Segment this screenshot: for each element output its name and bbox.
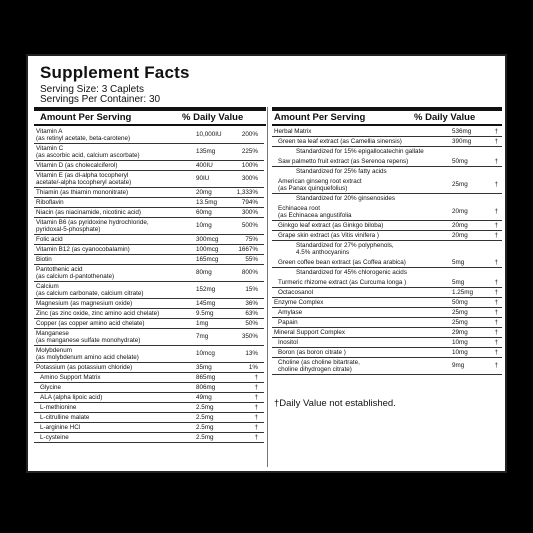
- nutrient-row: [272, 157, 502, 167]
- nutrient-amount: 29mg: [452, 329, 468, 336]
- nutrient-name: Papain: [278, 319, 298, 326]
- nutrient-name: Standardized for 25% fatty acids: [296, 168, 387, 175]
- nutrient-daily-value: 500%: [241, 222, 258, 229]
- nutrient-row: [272, 204, 502, 221]
- nutrient-daily-value: †: [254, 404, 258, 411]
- nutrient-name: Glycine: [40, 384, 61, 391]
- left-nutrient-list: [34, 127, 264, 467]
- nutrient-daily-value: 300%: [241, 209, 258, 216]
- nutrient-amount: 1.25mg: [452, 289, 474, 296]
- nutrient-row: [272, 338, 502, 348]
- nutrient-daily-value: †: [494, 158, 498, 165]
- nutrient-name: Green coffee bean extract (as Coffea arabica): [278, 259, 406, 266]
- nutrient-amount: 25mg: [452, 319, 468, 326]
- nutrient-amount: 100mcg: [196, 246, 219, 253]
- nutrient-row: [34, 329, 264, 346]
- nutrient-daily-value: 300%: [241, 175, 258, 182]
- nutrient-name-line2: (as Echinacea angustifolia: [278, 212, 352, 219]
- nutrient-amount: 390mg: [452, 138, 472, 145]
- nutrient-name: L-citrulline malate: [40, 414, 90, 421]
- nutrient-name-line2: (as calcium d-pantothenate): [36, 273, 115, 280]
- nutrient-amount: 25mg: [452, 181, 468, 188]
- nutrient-name: Riboflavin: [36, 199, 64, 206]
- panel-title: Supplement Facts: [40, 63, 190, 82]
- nutrient-amount: 152mg: [196, 286, 216, 293]
- nutrient-name: Enzyme Complex: [274, 299, 324, 306]
- nutrient-row: [34, 144, 264, 161]
- nutrient-row: [272, 167, 502, 176]
- servings-per-container: Servings Per Container: 30: [40, 94, 161, 105]
- nutrient-amount: 10mg: [452, 349, 468, 356]
- nutrient-name: Manganese: [36, 330, 69, 337]
- nutrient-daily-value: †: [494, 329, 498, 336]
- nutrient-daily-value: 350%: [241, 333, 258, 340]
- left-dv-header: % Daily Value: [182, 112, 244, 123]
- nutrient-daily-value: 50%: [245, 320, 258, 327]
- nutrient-name-line2: acetate/-alpha tocopheryl acetate): [36, 179, 132, 186]
- nutrient-row: [272, 268, 502, 277]
- nutrient-row: [272, 328, 502, 338]
- nutrient-daily-value: †: [254, 414, 258, 421]
- right-amount-header: Amount Per Serving: [274, 112, 366, 123]
- nutrient-row: [34, 198, 264, 208]
- nutrient-name-line2: (as manganese sulfate monohydrate): [36, 337, 141, 344]
- nutrient-daily-value: †: [254, 394, 258, 401]
- nutrient-amount: 90IU: [196, 175, 210, 182]
- nutrient-amount: 5mg: [452, 259, 465, 266]
- right-nutrient-list: [272, 127, 502, 387]
- nutrient-amount: 9mg: [452, 362, 465, 369]
- nutrient-row: [34, 373, 264, 383]
- nutrient-amount: 20mg: [452, 222, 468, 229]
- nutrient-name: Magnesium (as magnesium oxide): [36, 300, 133, 307]
- nutrient-amount: 10mg: [452, 339, 468, 346]
- nutrient-daily-value: 794%: [241, 199, 258, 206]
- nutrient-row: [34, 363, 264, 373]
- nutrient-daily-value: †: [494, 181, 498, 188]
- nutrient-row: [34, 403, 264, 413]
- nutrient-amount: 5mg: [452, 279, 465, 286]
- nutrient-amount: 806mg: [196, 384, 216, 391]
- nutrient-row: [272, 358, 502, 375]
- nutrient-name: Vitamin E (as dl-alpha tocopheryl: [36, 172, 129, 179]
- nutrient-amount: 25mg: [452, 309, 468, 316]
- nutrient-daily-value: 55%: [245, 256, 258, 263]
- nutrient-name: Copper (as copper amino acid chelate): [36, 320, 145, 327]
- nutrient-name: Biotin: [36, 256, 52, 263]
- nutrient-name: Ginkgo leaf extract (as Ginkgo biloba): [278, 222, 384, 229]
- nutrient-name: Calcium: [36, 283, 59, 290]
- nutrient-amount: 2.5mg: [196, 424, 214, 431]
- nutrient-amount: 20mg: [452, 208, 468, 215]
- nutrient-row: [272, 308, 502, 318]
- nutrient-daily-value: †: [494, 299, 498, 306]
- nutrient-row: [34, 171, 264, 188]
- nutrient-daily-value: 225%: [241, 148, 258, 155]
- nutrient-amount: 10mcg: [196, 350, 215, 357]
- nutrient-amount: 49mg: [196, 394, 212, 401]
- nutrient-daily-value: 75%: [245, 236, 258, 243]
- nutrient-name: Inositol: [278, 339, 298, 346]
- nutrient-name: Mineral Support Complex: [274, 329, 346, 336]
- nutrient-row: [272, 231, 502, 241]
- nutrient-name: Molybdenum: [36, 347, 73, 354]
- nutrient-name: Standardized for 45% chlorogenic acids: [296, 269, 407, 276]
- nutrient-daily-value: 1%: [248, 364, 258, 371]
- nutrient-row: [272, 177, 502, 194]
- nutrient-amount: 20mg: [196, 189, 212, 196]
- nutrient-name: Vitamin B6 (as pyridoxine hydrochloride,: [36, 219, 149, 226]
- right-thick-rule: [272, 107, 502, 111]
- nutrient-name: Herbal Matrix: [274, 128, 312, 135]
- nutrient-amount: 1mg: [196, 320, 209, 327]
- nutrient-name-line2: (as retinyl acetate, beta-carotene): [36, 135, 131, 142]
- nutrient-row: [272, 147, 502, 156]
- nutrient-daily-value: †: [494, 128, 498, 135]
- nutrient-amount: 165mcg: [196, 256, 219, 263]
- left-thick-rule: [34, 107, 266, 111]
- nutrient-name-line2: (as ascorbic acid, calcium ascorbate): [36, 152, 140, 159]
- nutrient-row: [34, 265, 264, 282]
- nutrient-amount: 865mg: [196, 374, 216, 381]
- nutrient-name: Green tea leaf extract (as Camellia sinensis): [278, 138, 402, 145]
- nutrient-daily-value: †: [254, 384, 258, 391]
- nutrient-daily-value: 800%: [241, 269, 258, 276]
- nutrient-amount: 50mg: [452, 158, 468, 165]
- nutrient-row: [34, 208, 264, 218]
- nutrient-amount: 145mg: [196, 300, 216, 307]
- nutrient-row: [34, 319, 264, 329]
- nutrient-daily-value: †: [494, 208, 498, 215]
- nutrient-row: [34, 127, 264, 144]
- nutrient-name: L-methionine: [40, 404, 77, 411]
- nutrient-name: Vitamin C: [36, 145, 64, 152]
- nutrient-name: Folic acid: [36, 236, 63, 243]
- nutrient-name-line2: pyridoxal-5-phosphate): [36, 226, 101, 233]
- nutrient-amount: 50mg: [452, 299, 468, 306]
- nutrient-name: Amylase: [278, 309, 303, 316]
- nutrient-name: Vitamin B12 (as cyanocobalamin): [36, 246, 130, 253]
- nutrient-row: [34, 282, 264, 299]
- nutrient-amount: 536mg: [452, 128, 472, 135]
- nutrient-name: Boron (as boron citrate ): [278, 349, 346, 356]
- supplement-facts-panel: [26, 54, 507, 473]
- nutrient-name: Thiamin (as thiamin mononitrate): [36, 189, 129, 196]
- nutrient-row: [34, 255, 264, 265]
- nutrient-row: [34, 245, 264, 255]
- nutrient-name: Vitamin A: [36, 128, 63, 135]
- nutrient-daily-value: †: [254, 374, 258, 381]
- nutrient-daily-value: 36%: [245, 300, 258, 307]
- nutrient-daily-value: 63%: [245, 310, 258, 317]
- nutrient-amount: 20mg: [452, 232, 468, 239]
- nutrient-row: [272, 258, 502, 268]
- nutrient-name: Octacosanol: [278, 289, 314, 296]
- nutrient-amount: 2.5mg: [196, 414, 214, 421]
- nutrient-amount: 300mcg: [196, 236, 219, 243]
- nutrient-daily-value: †: [494, 232, 498, 239]
- nutrient-amount: 35mg: [196, 364, 212, 371]
- nutrient-amount: 2.5mg: [196, 404, 214, 411]
- nutrient-row: [272, 137, 502, 147]
- nutrient-name-line2: 4.5% anthocyanins: [296, 249, 350, 256]
- nutrient-daily-value: †: [494, 319, 498, 326]
- nutrient-amount: 80mg: [196, 269, 212, 276]
- footnote: †Daily Value not established.: [274, 398, 396, 409]
- nutrient-daily-value: 200%: [241, 131, 258, 138]
- nutrient-daily-value: †: [494, 222, 498, 229]
- serving-size: Serving Size: 3 Caplets: [40, 84, 144, 95]
- nutrient-name: Pantothenic acid: [36, 266, 83, 273]
- nutrient-amount: 7mg: [196, 333, 209, 340]
- nutrient-daily-value: †: [494, 349, 498, 356]
- nutrient-name: Grape skin extract (as Vitis vinifera ): [278, 232, 380, 239]
- nutrient-row: [34, 433, 264, 443]
- nutrient-name: Standardized for 27% polyphenols,: [296, 242, 394, 249]
- nutrient-row: [272, 221, 502, 231]
- nutrient-row: [34, 161, 264, 171]
- nutrient-row: [272, 348, 502, 358]
- nutrient-row: [34, 383, 264, 393]
- left-header-rule: [34, 124, 266, 126]
- nutrient-name: Standardized for 15% epigallocatechin gallate: [296, 148, 424, 155]
- nutrient-name: Standardized for 20% ginsenosides: [296, 195, 396, 202]
- left-amount-header: Amount Per Serving: [40, 112, 132, 123]
- nutrient-name: Zinc (as zinc oxide, zinc amino acid chelate): [36, 310, 160, 317]
- nutrient-amount: 2.5mg: [196, 434, 214, 441]
- nutrient-daily-value: †: [254, 434, 258, 441]
- nutrient-name: L-arginine HCl: [40, 424, 81, 431]
- nutrient-row: [34, 309, 264, 319]
- nutrient-name-line2: (as Panax quinquefolius): [278, 185, 348, 192]
- nutrient-amount: 400IU: [196, 162, 213, 169]
- nutrient-name: Turmeric rhizome extract (as Curcuma longa ): [278, 279, 407, 286]
- nutrient-daily-value: †: [494, 279, 498, 286]
- nutrient-row: [34, 235, 264, 245]
- nutrient-name: Echinacea root: [278, 205, 321, 212]
- nutrient-daily-value: †: [494, 339, 498, 346]
- nutrient-row: [34, 413, 264, 423]
- nutrient-name: L-cysteine: [40, 434, 69, 441]
- nutrient-row: [34, 188, 264, 198]
- nutrient-row: [34, 299, 264, 309]
- nutrient-daily-value: †: [494, 309, 498, 316]
- nutrient-amount: 135mg: [196, 148, 216, 155]
- nutrient-daily-value: 1,333%: [236, 189, 258, 196]
- nutrient-amount: 10,000IU: [196, 131, 222, 138]
- nutrient-daily-value: †: [494, 362, 498, 369]
- nutrient-name: Potassium (as potassium chloride): [36, 364, 133, 371]
- right-dv-header: % Daily Value: [414, 112, 476, 123]
- nutrient-name: Choline (as choline bitartrate,: [278, 359, 360, 366]
- nutrient-name: Vitamin D (as cholecalciferol): [36, 162, 118, 169]
- nutrient-amount: 9.5mg: [196, 310, 214, 317]
- nutrient-row: [272, 241, 502, 257]
- nutrient-amount: 13.5mg: [196, 199, 218, 206]
- nutrient-name: Niacin (as niacinamide, nicotinic acid): [36, 209, 141, 216]
- nutrient-name-line2: (as molybdenum amino acid chelate): [36, 354, 139, 361]
- nutrient-name: Saw palmetto fruit extract (as Serenoa repens): [278, 158, 409, 165]
- nutrient-daily-value: †: [494, 259, 498, 266]
- nutrient-row: [34, 218, 264, 235]
- nutrient-row: [34, 346, 264, 363]
- nutrient-row: [272, 127, 502, 137]
- nutrient-row: [272, 298, 502, 308]
- nutrient-daily-value: 13%: [245, 350, 258, 357]
- nutrient-row: [272, 288, 502, 298]
- column-divider: [267, 107, 268, 467]
- nutrient-name-line2: (as calcium carbonate, calcium citrate): [36, 290, 144, 297]
- nutrient-name: American ginseng root extract: [278, 178, 362, 185]
- nutrient-daily-value: 15%: [245, 286, 258, 293]
- nutrient-name: ALA (alpha lipoic acid): [40, 394, 103, 401]
- right-header-rule: [272, 124, 502, 126]
- nutrient-row: [34, 423, 264, 433]
- nutrient-daily-value: †: [494, 289, 498, 296]
- nutrient-row: [34, 393, 264, 403]
- nutrient-daily-value: 1667%: [238, 246, 258, 253]
- nutrient-amount: 10mg: [196, 222, 212, 229]
- nutrient-daily-value: †: [254, 424, 258, 431]
- nutrient-row: [272, 194, 502, 203]
- nutrient-name-line2: choline dihydrogen citrate): [278, 366, 352, 373]
- nutrient-amount: 60mg: [196, 209, 212, 216]
- nutrient-row: [272, 318, 502, 328]
- nutrient-daily-value: 100%: [241, 162, 258, 169]
- nutrient-daily-value: †: [494, 138, 498, 145]
- nutrient-row: [272, 278, 502, 288]
- nutrient-name: Amino Support Matrix: [40, 374, 101, 381]
